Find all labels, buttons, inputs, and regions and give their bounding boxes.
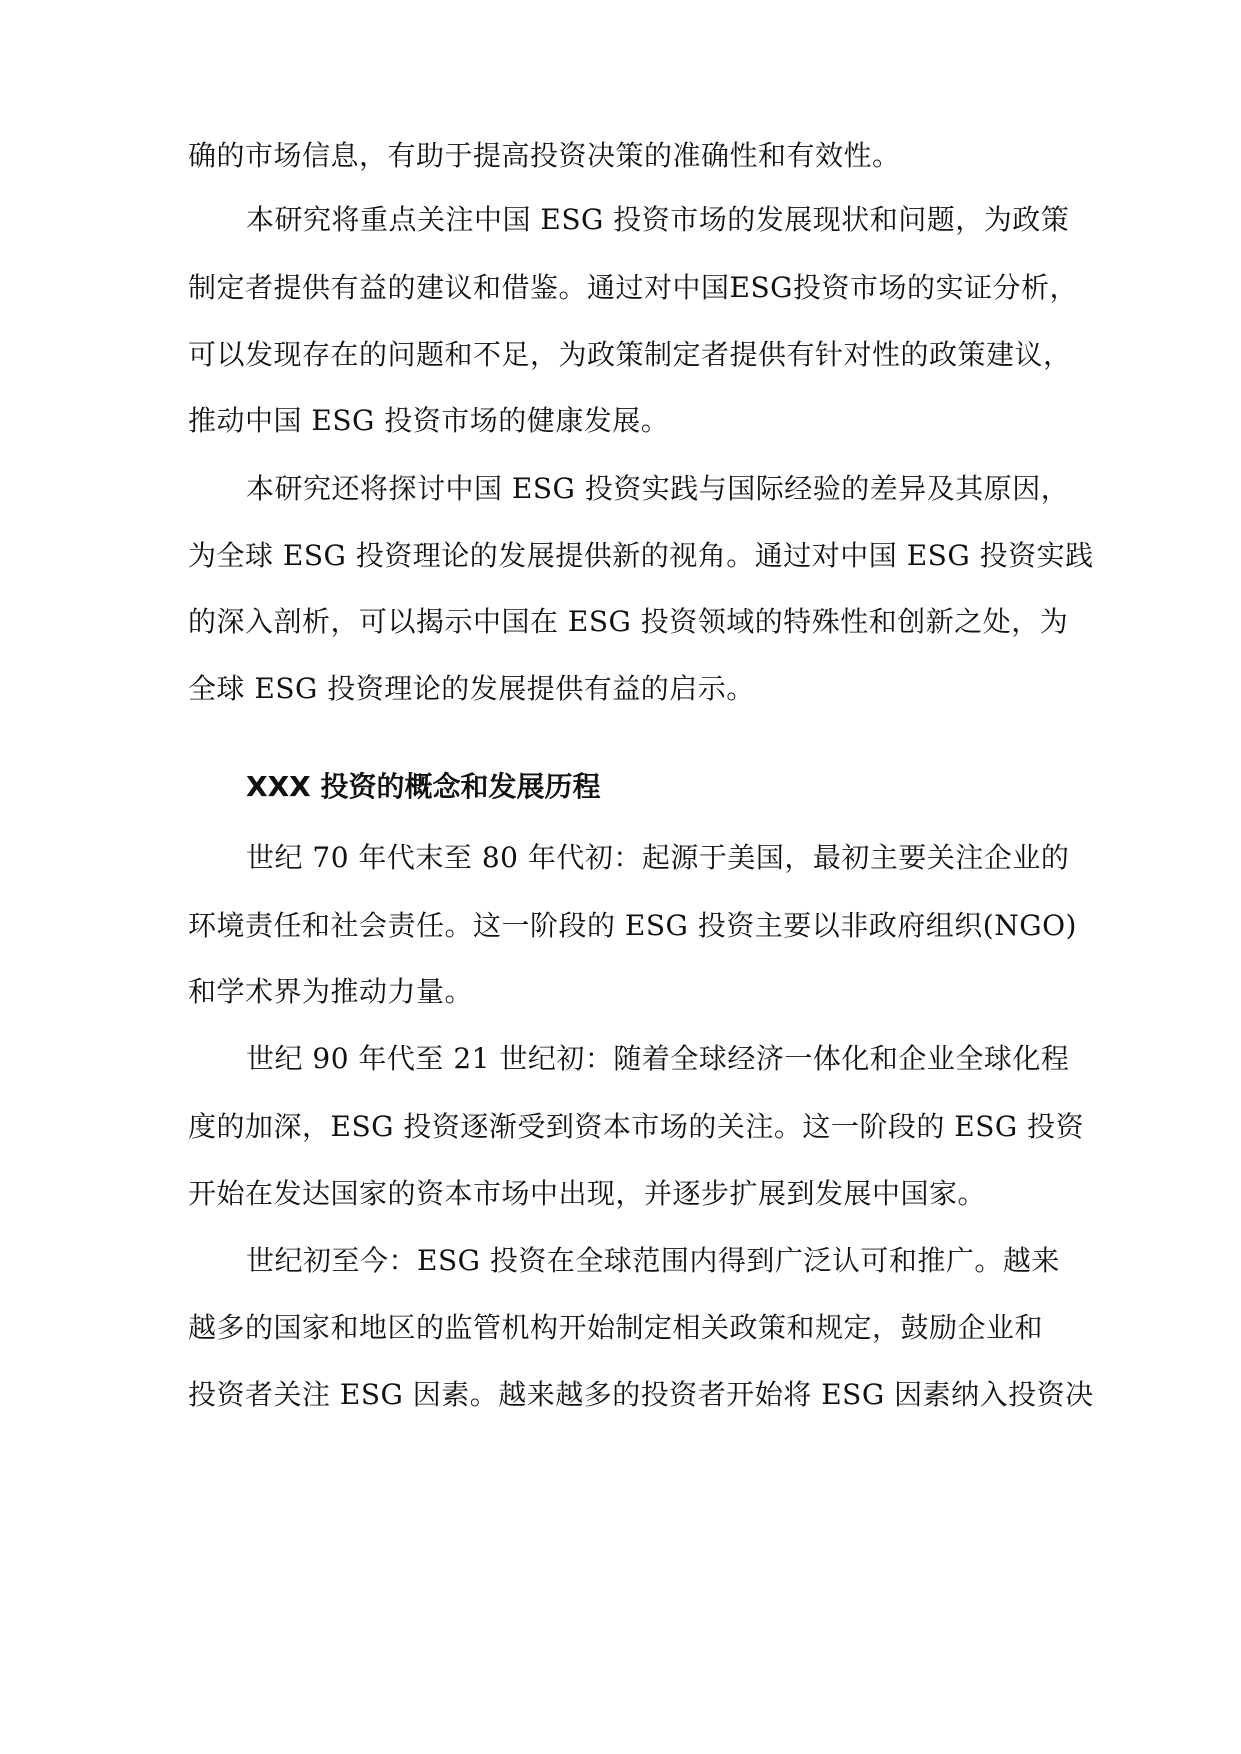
paragraph-line: 世纪 90 年代至 21 世纪初：随着全球经济一体化和企业全球化程	[246, 1042, 1070, 1075]
paragraph-line: 越多的国家和地区的监管机构开始制定相关政策和规定，鼓励企业和	[188, 1311, 1044, 1344]
paragraph-line: 和学术界为推动力量。	[188, 975, 474, 1008]
paragraph-line: 确的市场信息，有助于提高投资决策的准确性和有效性。	[188, 139, 901, 172]
paragraph-line: 本研究还将探讨中国 ESG 投资实践与国际经验的差异及其原因，	[246, 472, 1070, 505]
paragraph-line: 制定者提供有益的建议和借鉴。通过对中国ESG投资市场的实证分析，	[188, 271, 1078, 304]
paragraph-line: 度的加深，ESG 投资逐渐受到资本市场的关注。这一阶段的 ESG 投资	[188, 1110, 1085, 1143]
paragraph-line: 世纪 70 年代末至 80 年代初：起源于美国，最初主要关注企业的	[246, 841, 1070, 874]
paragraph-line: 环境责任和社会责任。这一阶段的 ESG 投资主要以非政府组织(NGO)	[188, 909, 1077, 942]
paragraph-line: 本研究将重点关注中国 ESG 投资市场的发展现状和问题，为政策	[246, 203, 1070, 236]
paragraph-line: 可以发现存在的问题和不足，为政策制定者提供有针对性的政策建议，	[188, 338, 1072, 371]
paragraph-line: 的深入剖析，可以揭示中国在 ESG 投资领域的特殊性和创新之处，为	[188, 605, 1069, 638]
section-heading: XXX 投资的概念和发展历程	[246, 770, 601, 803]
paragraph-line: 全球 ESG 投资理论的发展提供有益的启示。	[188, 672, 755, 705]
paragraph-line: 投资者关注 ESG 因素。越来越多的投资者开始将 ESG 因素纳入投资决	[188, 1378, 1094, 1411]
paragraph-line: 开始在发达国家的资本市场中出现，并逐步扩展到发展中国家。	[188, 1177, 987, 1210]
paragraph-line: 推动中国 ESG 投资市场的健康发展。	[188, 404, 670, 437]
paragraph-line: 为全球 ESG 投资理论的发展提供新的视角。通过对中国 ESG 投资实践	[188, 539, 1094, 572]
paragraph-line: 世纪初至今：ESG 投资在全球范围内得到广泛认可和推广。越来	[246, 1244, 1060, 1277]
